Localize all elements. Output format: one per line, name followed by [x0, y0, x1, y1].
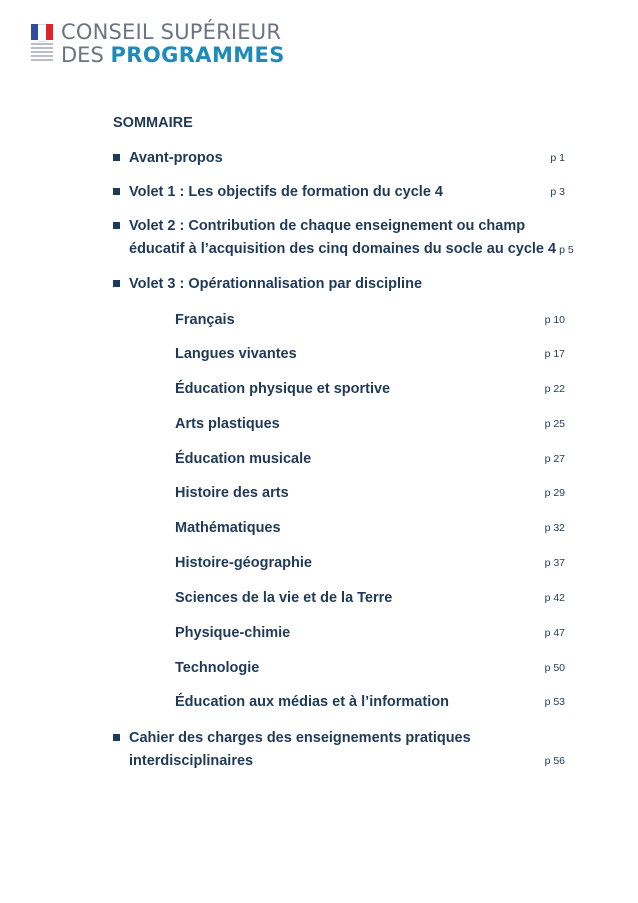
toc-item-volet-2[interactable]	[113, 216, 574, 260]
toc-subitem-label: Physique-chimie	[175, 625, 291, 641]
toc-page-number: p 27	[544, 453, 565, 465]
toc-subitem-label: Arts plastiques	[175, 416, 280, 432]
toc-item-label: Avant-propos	[129, 150, 223, 166]
csp-logo	[30, 22, 285, 72]
toc-subitem-label: Mathématiques	[175, 520, 281, 536]
square-bullet-icon	[113, 222, 120, 229]
toc-page-number: p 32	[544, 522, 565, 534]
toc-subitem-label: Éducation physique et sportive	[175, 381, 391, 397]
toc-page-number: p 5	[559, 244, 574, 256]
toc-page-number: p 37	[544, 557, 565, 569]
square-bullet-icon	[113, 188, 120, 195]
toc-page-number: p 42	[544, 592, 565, 604]
toc-item-label-line1: Volet 2 : Contribution de chaque enseignement ou champ	[129, 218, 526, 234]
toc-page-number: p 56	[544, 755, 565, 767]
toc-item-label-line2	[129, 239, 574, 261]
republique-francaise-icon	[30, 24, 54, 70]
toc-page-number: p 47	[544, 627, 565, 639]
toc-page-number: p 10	[544, 314, 565, 326]
toc-page-number: p 25	[544, 418, 565, 430]
toc-page-number: p 29	[544, 487, 565, 499]
toc-page-number: p 17	[544, 348, 565, 360]
toc-subitem-label: Français	[175, 312, 235, 328]
toc-page-number: p 1	[550, 152, 565, 164]
toc-page-number: p 3	[550, 186, 565, 198]
toc-item-label: Volet 1 : Les objectifs de formation du cycle 4	[129, 184, 443, 200]
toc-page-number: p 50	[544, 662, 565, 674]
toc-subitem-label: Langues vivantes	[175, 346, 297, 362]
toc-subitem-label: Sciences de la vie et de la Terre	[175, 590, 393, 606]
logo-line1: CONSEIL SUPÉRIEUR	[61, 20, 282, 44]
logo-line2	[61, 45, 285, 66]
toc-item-label-line2: interdisciplinaires	[129, 753, 254, 769]
toc-item-label-line2-text: éducatif à l’acquisition des cinq domaines du socle au cycle 4	[129, 241, 557, 257]
logo-line2-main: PROGRAMMES	[110, 43, 285, 67]
toc-subitem-label: Histoire des arts	[175, 485, 289, 501]
toc-subitem-label: Histoire-géographie	[175, 555, 312, 571]
toc-subitem-label: Technologie	[175, 660, 260, 676]
square-bullet-icon	[113, 734, 120, 741]
logo-line2-prefix: DES	[61, 43, 104, 67]
square-bullet-icon	[113, 280, 120, 287]
toc-title: SOMMAIRE	[113, 115, 193, 131]
toc-subitem-label: Éducation musicale	[175, 451, 312, 467]
toc-item-label: Volet 3 : Opérationnalisation par discipline	[129, 276, 423, 292]
toc-subitem-label: Éducation aux médias et à l’information	[175, 694, 449, 710]
square-bullet-icon	[113, 154, 120, 161]
toc-page-number: p 53	[544, 696, 565, 708]
toc-item-cahier-des-charges[interactable]	[113, 728, 565, 772]
toc-item-label-line1: Cahier des charges des enseignements pratiques	[129, 730, 471, 746]
toc-page-number: p 22	[544, 383, 565, 395]
